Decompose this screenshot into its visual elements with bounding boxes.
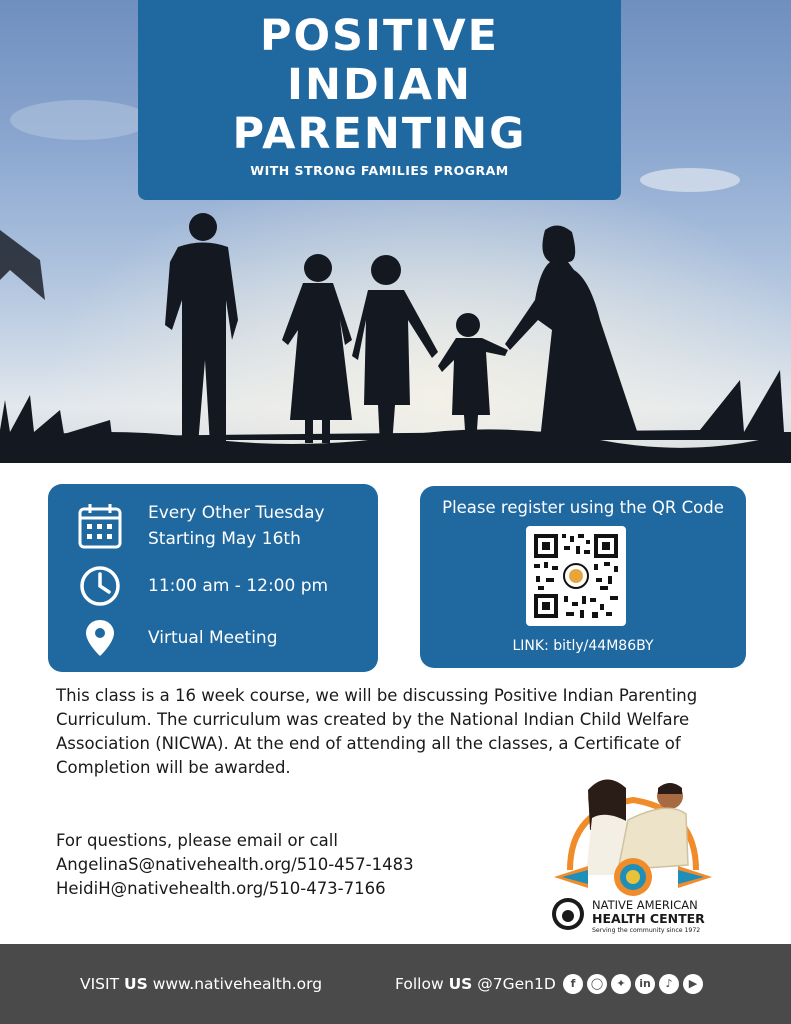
location-pin-icon <box>78 618 122 658</box>
title-line-2: INDIAN <box>287 60 472 110</box>
qr-code-icon <box>526 526 626 626</box>
social-handle[interactable]: @7Gen1D <box>477 975 556 993</box>
native-american-health-center-logo <box>548 770 718 940</box>
nahc-logo-image <box>548 770 718 940</box>
footer <box>0 944 791 1024</box>
register-card <box>420 486 746 668</box>
follow-prefix: Follow <box>395 975 444 993</box>
tiktok-icon[interactable]: ♪ <box>659 974 679 994</box>
subtitle: WITH STRONG FAMILIES PROGRAM <box>250 163 509 178</box>
contact-heidi[interactable]: HeidiH@nativehealth.org/510-473-7166 <box>56 879 386 898</box>
clock-icon <box>78 564 122 608</box>
schedule-start: Starting May 16th <box>148 529 301 549</box>
contact-angelina[interactable]: AngelinaS@nativehealth.org/510-457-1483 <box>56 855 414 874</box>
visit-prefix: VISIT <box>80 975 120 993</box>
social-icons <box>563 974 707 994</box>
time-row <box>78 564 328 608</box>
footer-visit <box>80 975 322 993</box>
schedule-card <box>48 484 378 672</box>
calendar-icon <box>78 503 122 549</box>
logo-tagline: Serving the community since 1972 <box>592 927 701 934</box>
title-banner <box>138 0 621 200</box>
twitter-icon[interactable]: ✦ <box>611 974 631 994</box>
linkedin-icon[interactable]: in <box>635 974 655 994</box>
schedule-day: Every Other Tuesday <box>148 503 325 523</box>
footer-follow <box>395 975 556 993</box>
location-row <box>78 618 278 658</box>
visit-us: US <box>124 975 148 993</box>
contact-info <box>56 829 536 901</box>
register-link[interactable]: LINK: bitly/44M86BY <box>512 638 654 654</box>
instagram-icon[interactable]: ◯ <box>587 974 607 994</box>
title-line-1: POSITIVE <box>259 11 500 61</box>
course-description: This class is a 16 week course, we will be discussing Positive Indian Parenting Curriculum. The curriculum was created by the National Indian Child Welfare Association (NICWA). At the end of attending all the classes, a Certificate of Completion will be awarded. <box>56 686 698 777</box>
title-line-3: PARENTING <box>232 109 527 159</box>
contact-intro: For questions, please email or call <box>56 831 338 850</box>
logo-line-1: NATIVE AMERICAN <box>592 898 698 912</box>
schedule-time: 11:00 am - 12:00 pm <box>148 576 329 596</box>
register-heading: Please register using the QR Code <box>442 498 724 517</box>
qr-code[interactable] <box>526 526 626 626</box>
follow-us: US <box>448 975 473 993</box>
hero-banner <box>0 0 791 463</box>
website-link[interactable]: www.nativehealth.org <box>152 975 323 993</box>
youtube-icon[interactable]: ▶ <box>683 974 703 994</box>
logo-line-2: HEALTH CENTER <box>592 911 705 926</box>
date-row <box>78 500 325 552</box>
schedule-location: Virtual Meeting <box>148 628 278 648</box>
facebook-icon[interactable]: f <box>563 974 583 994</box>
